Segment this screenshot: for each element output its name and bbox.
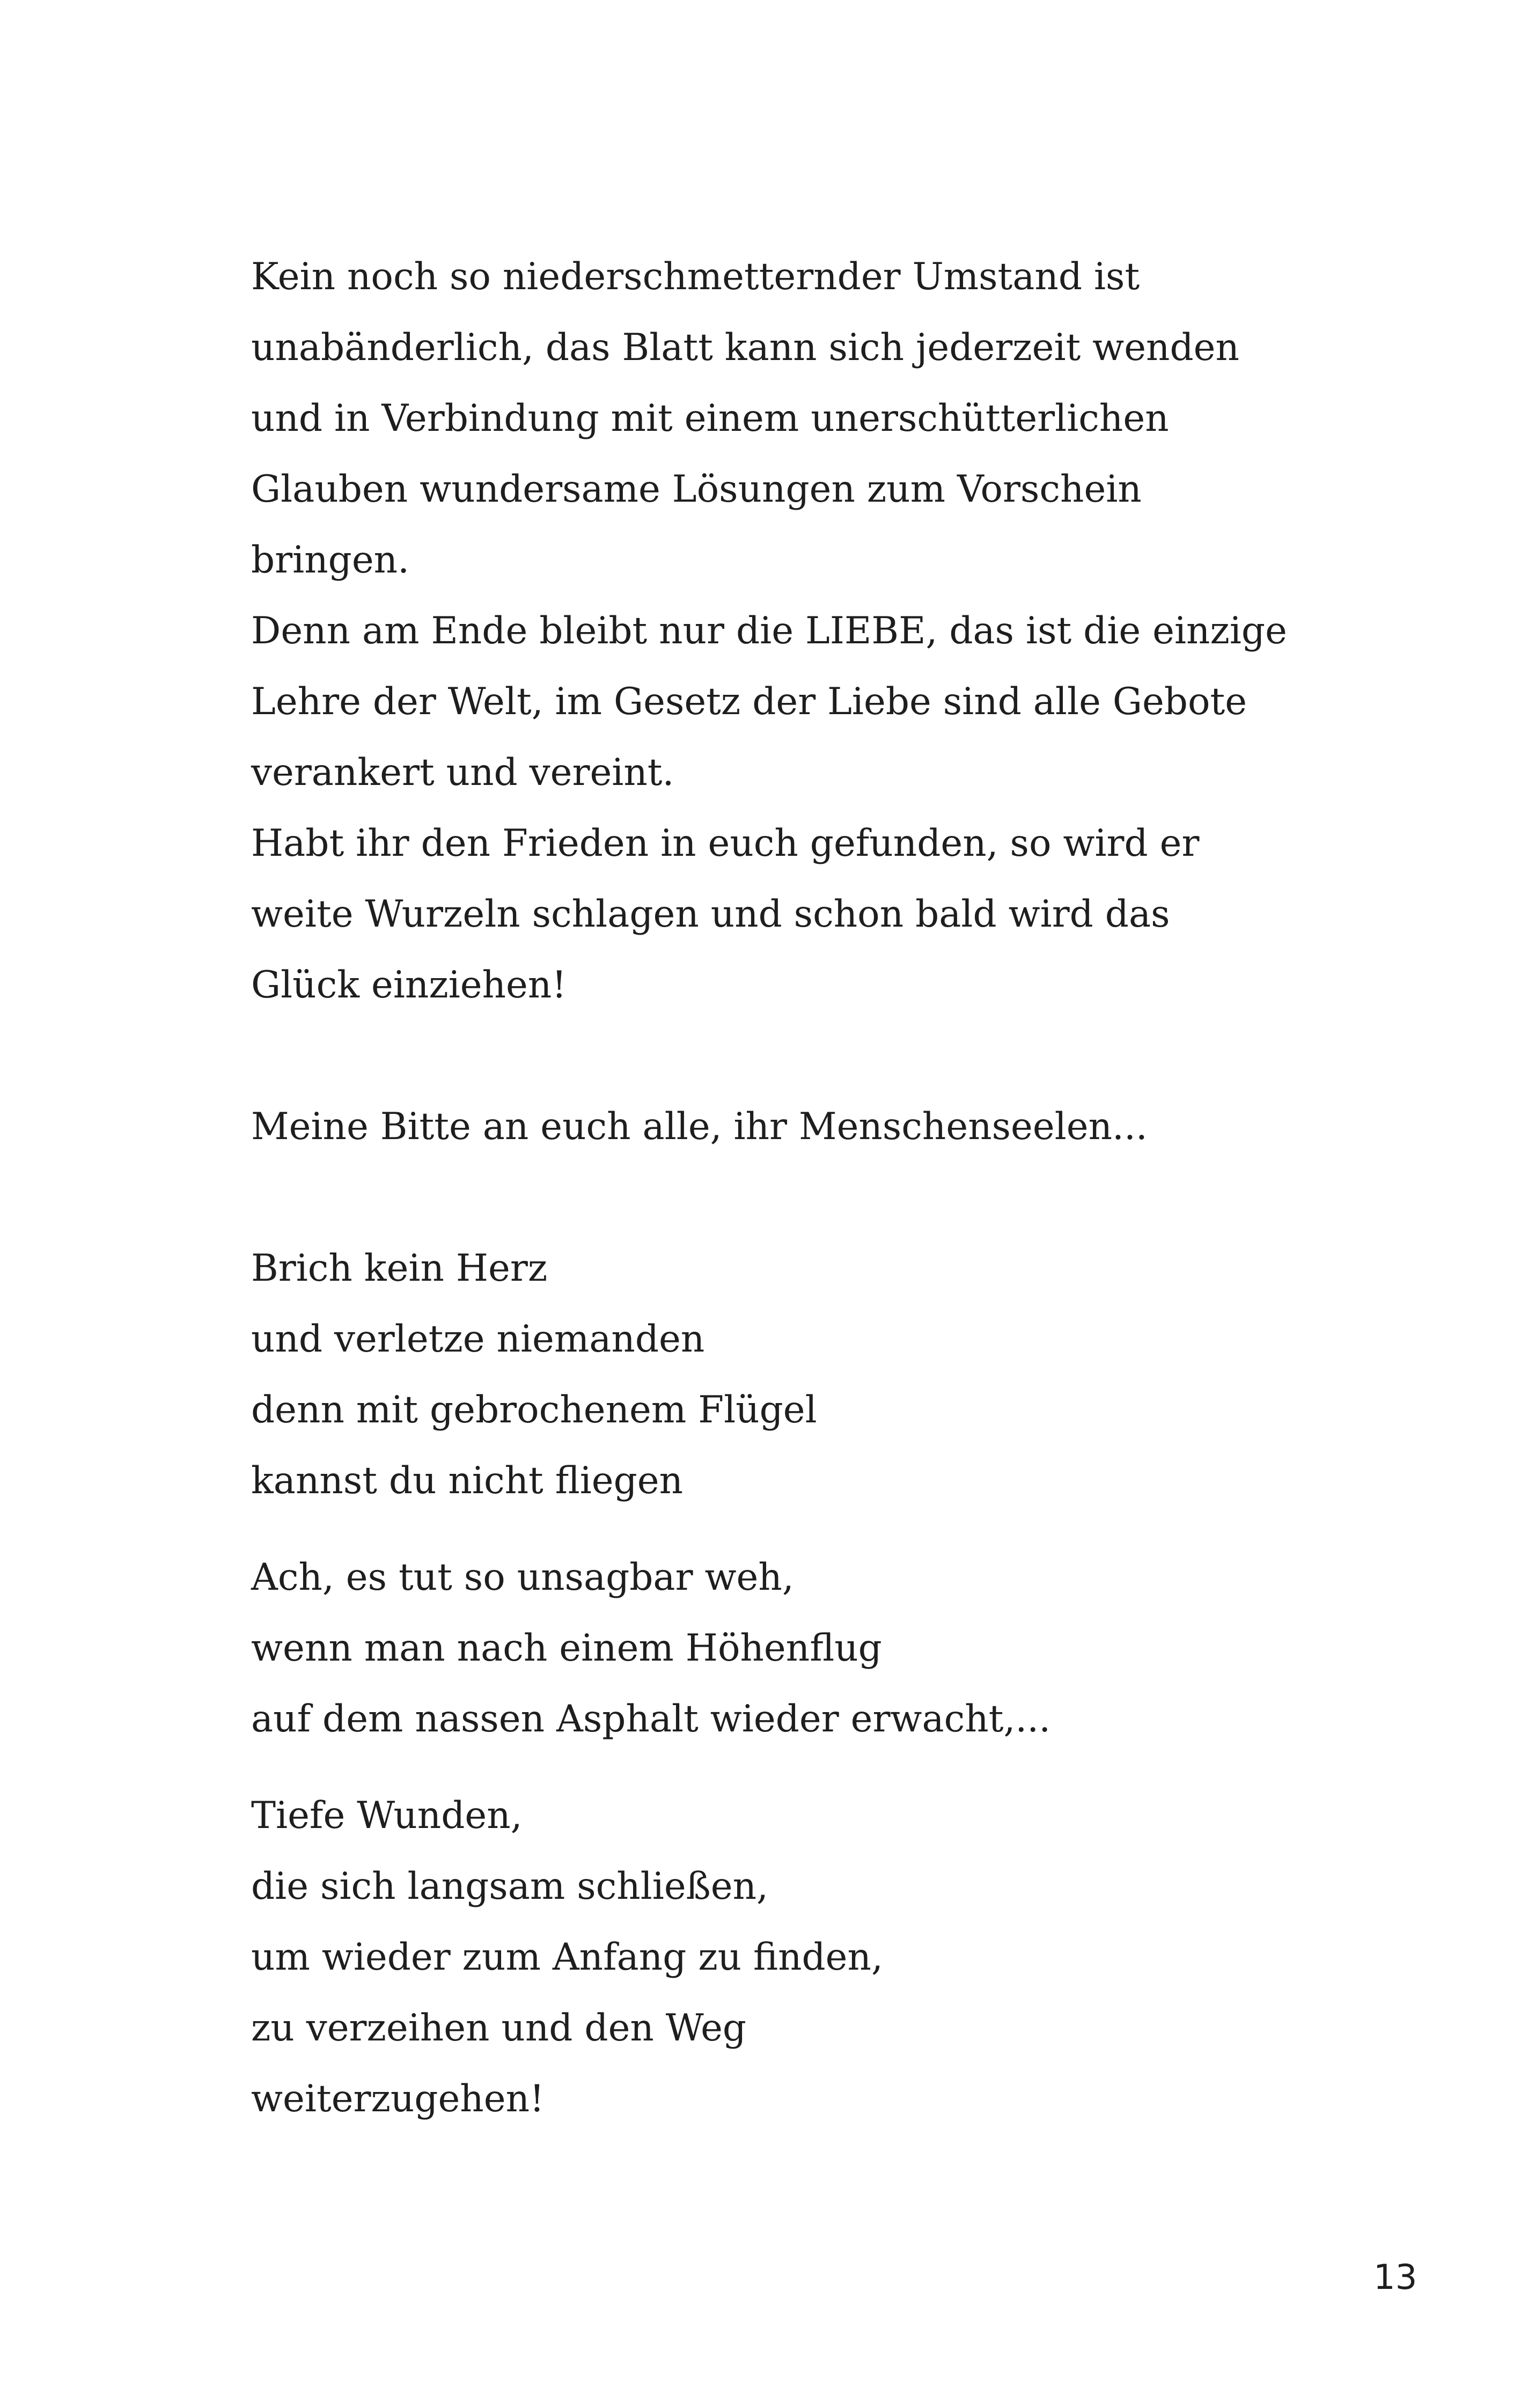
verse-line: Tiefe Wunden, bbox=[251, 1794, 523, 1837]
poem-stanza bbox=[251, 1233, 1324, 1516]
verse-line: weiterzugehen! bbox=[251, 2077, 545, 2120]
paragraph-gap bbox=[251, 1021, 1324, 1091]
text-line: Denn am Ende bleibt nur die LIEBE, das ist die einzige bbox=[251, 610, 1287, 652]
text-line: unabänderlich, das Blatt kann sich jederzeit wenden bbox=[251, 326, 1239, 369]
page-text bbox=[251, 241, 1324, 2134]
page-number: 13 bbox=[1373, 2258, 1417, 2297]
stanza-gap bbox=[251, 1754, 1324, 1780]
verse-line: auf dem nassen Asphalt wieder erwacht,... bbox=[251, 1698, 1051, 1741]
prose-paragraph bbox=[251, 1091, 1324, 1162]
text-line: Glück einziehen! bbox=[251, 964, 567, 1007]
text-line: Habt ihr den Frieden in euch gefunden, so wird er bbox=[251, 822, 1200, 865]
text-line: Kein noch so niederschmetternder Umstand ist bbox=[251, 255, 1140, 298]
text-line: Lehre der Welt, im Gesetz der Liebe sind alle Gebote bbox=[251, 680, 1247, 723]
text-line: bringen. bbox=[251, 539, 410, 582]
verse-line: Brich kein Herz bbox=[251, 1247, 548, 1290]
verse-line: wenn man nach einem Höhenflug bbox=[251, 1627, 882, 1670]
paragraph-gap bbox=[251, 1162, 1324, 1233]
verse-line: um wieder zum Anfang zu finden, bbox=[251, 1936, 883, 1979]
prose-paragraph bbox=[251, 241, 1324, 1021]
poem-stanza bbox=[251, 1542, 1324, 1754]
verse-line: Ach, es tut so unsagbar weh, bbox=[251, 1556, 794, 1599]
poem-stanza bbox=[251, 1780, 1324, 2134]
verse-line: die sich langsam schließen, bbox=[251, 1865, 768, 1908]
text-line: verankert und vereint. bbox=[251, 751, 674, 794]
text-line: Glauben wundersame Lösungen zum Vorschein bbox=[251, 468, 1142, 511]
verse-line: und verletze niemanden bbox=[251, 1318, 705, 1361]
text-line: und in Verbindung mit einem unerschütterlichen bbox=[251, 397, 1169, 440]
stanza-gap bbox=[251, 1516, 1324, 1542]
verse-line: denn mit gebrochenem Flügel bbox=[251, 1389, 817, 1431]
text-line: weite Wurzeln schlagen und schon bald wird das bbox=[251, 893, 1170, 936]
verse-line: zu verzeihen und den Weg bbox=[251, 2007, 747, 2050]
verse-line: kannst du nicht fliegen bbox=[251, 1459, 684, 1502]
text-line: Meine Bitte an euch alle, ihr Menschenseelen... bbox=[251, 1105, 1148, 1148]
